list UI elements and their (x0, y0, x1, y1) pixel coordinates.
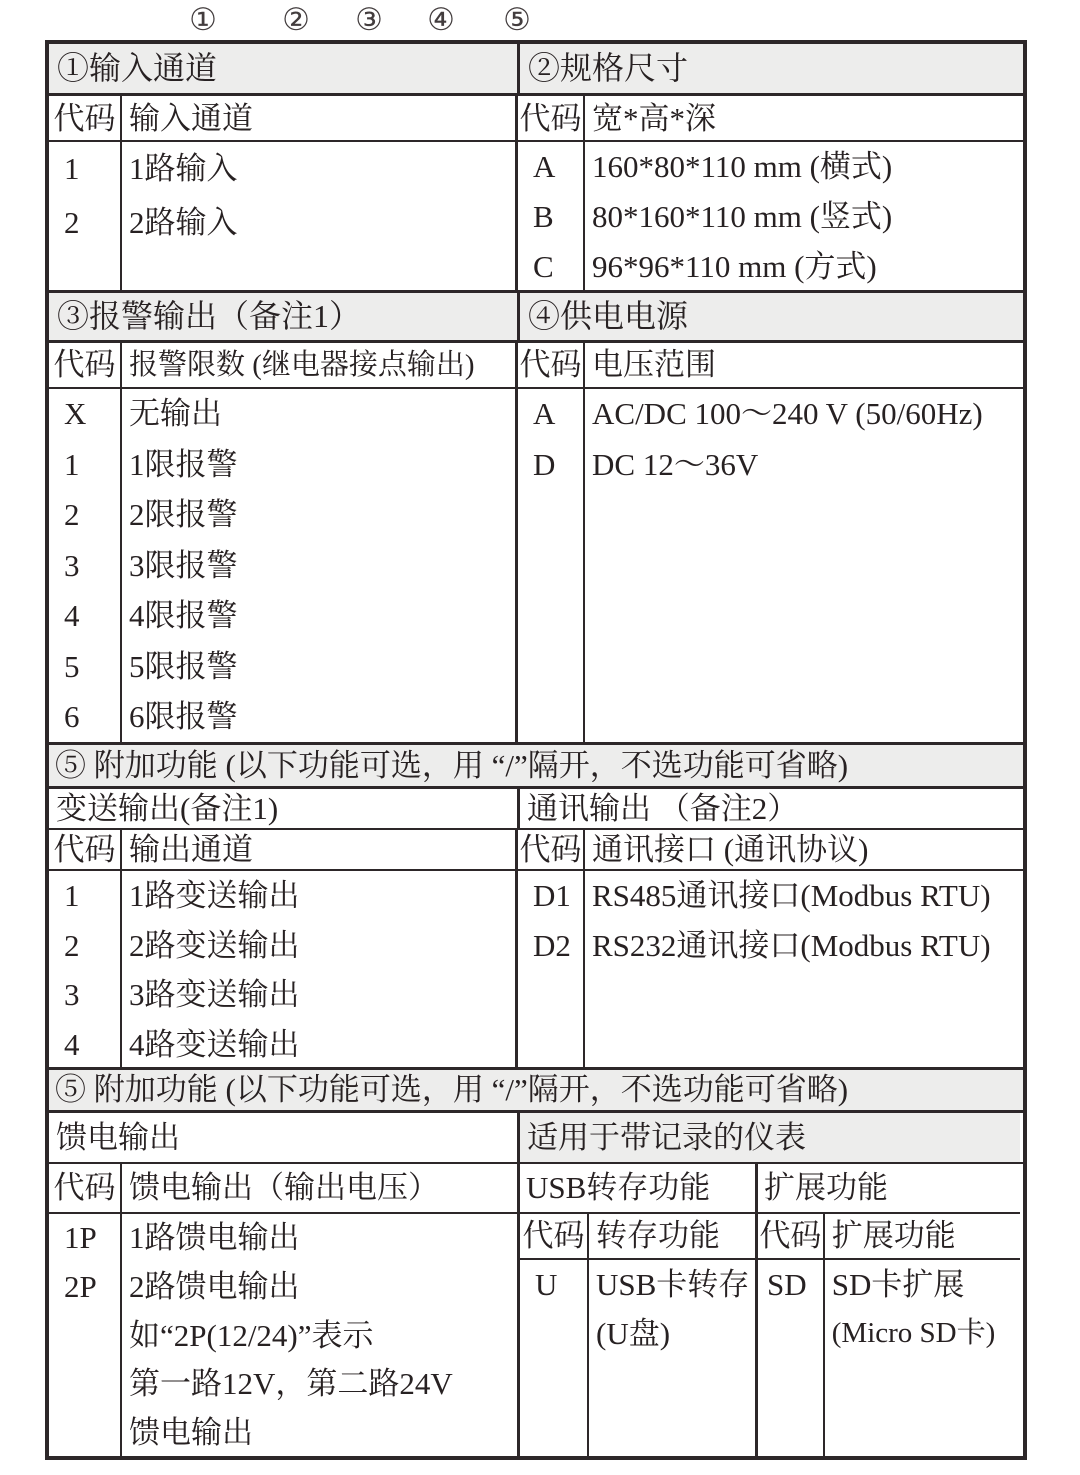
section3-title: ③报警输出（备注1） (57, 298, 362, 334)
table-cell: D1 (533, 878, 571, 913)
table-cell: 3 (64, 977, 80, 1012)
sd-code-header: 代码 (759, 1218, 822, 1253)
table-cell: U (535, 1267, 558, 1302)
usb-code-header: 代码 (522, 1218, 585, 1253)
subsection-header-row-1 (49, 786, 1023, 828)
section5-banner-2 (49, 1067, 1023, 1110)
sd-column-headers (758, 1214, 1020, 1260)
column-header-row-1 (49, 93, 1023, 140)
table-cell: 6 (64, 699, 80, 734)
usb-column-headers (520, 1214, 755, 1260)
table-cell: 1限报警 (129, 446, 238, 482)
transmit-code-col (49, 871, 120, 1067)
s1-desc-col (120, 142, 515, 290)
feed-note-line: 馈电输出 (129, 1415, 253, 1451)
data-row-3 (49, 869, 1023, 1067)
table-cell: B (533, 199, 554, 234)
table-cell: 5 (64, 648, 80, 684)
table-cell: SD (767, 1267, 807, 1302)
column-header-row-2 (49, 340, 1023, 387)
s1-code-header: 代码 (53, 101, 116, 136)
table-cell: 无输出 (129, 396, 222, 431)
feed-desc-col (120, 1214, 515, 1458)
sd-desc-col (823, 1260, 1020, 1456)
s2-desc-header: 宽*高*深 (583, 96, 1016, 140)
table-cell: 1 (64, 151, 80, 186)
sd-code-col (758, 1260, 823, 1456)
sd-title: 扩展功能 (758, 1164, 1020, 1214)
table-cell: 1路馈电输出 (129, 1220, 300, 1255)
table-cell: D (533, 446, 556, 482)
section2-title: ②规格尺寸 (517, 44, 1020, 93)
data-row-1 (49, 140, 1023, 290)
table-cell: 4 (64, 1026, 80, 1062)
column-ruler (0, 2, 1080, 40)
table-cell: 2 (64, 497, 80, 532)
table-cell: 5限报警 (129, 648, 238, 684)
ruler-mark-3: ③ (355, 2, 383, 37)
table-cell: (Micro SD卡) (831, 1317, 996, 1349)
s3-code-header: 代码 (53, 347, 116, 382)
s3-code-col (49, 389, 120, 742)
comm-desc-col (583, 871, 1016, 1067)
table-cell: (U盘) (596, 1316, 671, 1351)
table-cell: 2限报警 (129, 497, 238, 532)
feed-code-col (49, 1214, 120, 1458)
feed-table (49, 1164, 517, 1456)
table-cell: RS485通讯接口(Modbus RTU) (592, 878, 991, 913)
table-cell: 2 (64, 205, 80, 240)
comm-code-header: 代码 (515, 830, 583, 869)
table-cell: 4 (64, 598, 80, 633)
sd-desc-header: 扩展功能 (823, 1214, 1020, 1258)
feed-data (49, 1214, 517, 1458)
data-row-2 (49, 387, 1023, 742)
table-cell: 4限报警 (129, 598, 238, 633)
table-cell: 1路输入 (129, 151, 238, 186)
s3-desc-col (120, 389, 515, 742)
sd-table (755, 1164, 1020, 1456)
sd-data (758, 1260, 1020, 1456)
record-tables (517, 1164, 1020, 1456)
s3-desc-header: 报警限数 (继电器接点输出) (120, 343, 515, 387)
usb-desc-header: 转存功能 (587, 1214, 753, 1258)
table-cell: 160*80*110 mm (横式) (592, 149, 893, 184)
s4-code-header: 代码 (515, 343, 583, 387)
table-cell: D2 (533, 927, 571, 963)
table-cell: 3路变送输出 (129, 977, 300, 1012)
transmit-code-header: 代码 (53, 832, 116, 867)
feed-note-line: 如“2P(12/24)”表示 (129, 1317, 374, 1353)
ruler-mark-5: ⑤ (503, 2, 531, 37)
table-cell: 2路变送输出 (129, 927, 300, 963)
table-cell: 2P (64, 1268, 97, 1304)
feed-desc-header: 馈电输出（输出电压） (120, 1164, 515, 1212)
table-cell: 2 (64, 927, 80, 963)
transmit-desc-col (120, 871, 515, 1067)
ruler-mark-2: ② (282, 2, 310, 37)
transmit-desc-header: 输出通道 (120, 830, 515, 869)
record-banner: 适用于带记录的仪表 (517, 1113, 1020, 1162)
section-header-row-2 (49, 290, 1023, 340)
bottom-section (49, 1162, 1023, 1456)
usb-code-col (520, 1260, 587, 1456)
column-header-row-3 (49, 828, 1023, 869)
section5-banner-text: ⑤ 附加功能 (以下功能可选，用 “/”隔开，不选功能可省略) (55, 748, 849, 783)
table-cell: 2路输入 (129, 205, 238, 240)
section4-title: ④供电电源 (517, 293, 1020, 340)
table-cell: AC/DC 100～240 V (50/60Hz) (592, 396, 983, 431)
s1-desc-header: 输入通道 (120, 96, 515, 140)
table-cell: 3 (64, 547, 80, 583)
table-cell: DC 12～36V (592, 446, 759, 482)
s2-desc-col (583, 142, 1016, 290)
table-cell: 2路馈电输出 (129, 1268, 300, 1304)
section5-banner2-text: ⑤ 附加功能 (以下功能可选，用 “/”隔开，不选功能可省略) (55, 1072, 849, 1107)
table-cell: RS232通讯接口(Modbus RTU) (592, 927, 991, 963)
s4-code-col (515, 389, 583, 742)
table-cell: A (533, 149, 556, 184)
table-cell: 80*160*110 mm (竖式) (592, 199, 893, 234)
s4-desc-col (583, 389, 1016, 742)
feed-column-headers (49, 1164, 517, 1214)
ordering-spec-table (45, 40, 1027, 1460)
table-cell: 3限报警 (129, 547, 238, 583)
s2-code-header: 代码 (515, 96, 583, 140)
subsection-header-row-2 (49, 1110, 1023, 1162)
usb-table (520, 1164, 755, 1456)
table-cell: 1路变送输出 (129, 878, 300, 913)
table-cell: 1 (64, 878, 80, 913)
ruler-mark-4: ④ (427, 2, 455, 37)
usb-title: USB转存功能 (520, 1164, 755, 1214)
s1-code-col (49, 142, 120, 290)
usb-desc-col (587, 1260, 753, 1456)
comm-code-col (515, 871, 583, 1067)
s2-code-col (515, 142, 583, 290)
table-cell: A (533, 396, 556, 431)
table-cell: 4路变送输出 (129, 1026, 300, 1062)
table-cell: 1P (64, 1220, 97, 1255)
comm-subtitle: 通讯输出 （备注2） (517, 789, 1020, 828)
feed-note-line: 第一路12V，第二路24V (129, 1366, 453, 1402)
table-cell: C (533, 249, 554, 284)
feed-code-header: 代码 (53, 1170, 116, 1205)
usb-data (520, 1260, 755, 1456)
section-header-row-1 (49, 44, 1023, 93)
table-cell: 1 (64, 446, 80, 482)
table-cell: SD卡扩展 (831, 1267, 965, 1302)
s4-desc-header: 电压范围 (583, 343, 1016, 387)
feed-subtitle: 馈电输出 (56, 1120, 180, 1155)
table-cell: USB卡转存 (596, 1267, 750, 1302)
table-cell: X (64, 396, 87, 431)
comm-desc-header: 通讯接口 (通讯协议) (583, 830, 1016, 869)
section5-banner-1 (49, 742, 1023, 786)
section1-title: ①输入通道 (57, 50, 218, 86)
transmit-subtitle: 变送输出(备注1) (56, 791, 279, 826)
ruler-mark-1: ① (189, 2, 217, 37)
table-cell: 96*96*110 mm (方式) (592, 249, 877, 284)
table-cell: 6限报警 (129, 699, 238, 734)
